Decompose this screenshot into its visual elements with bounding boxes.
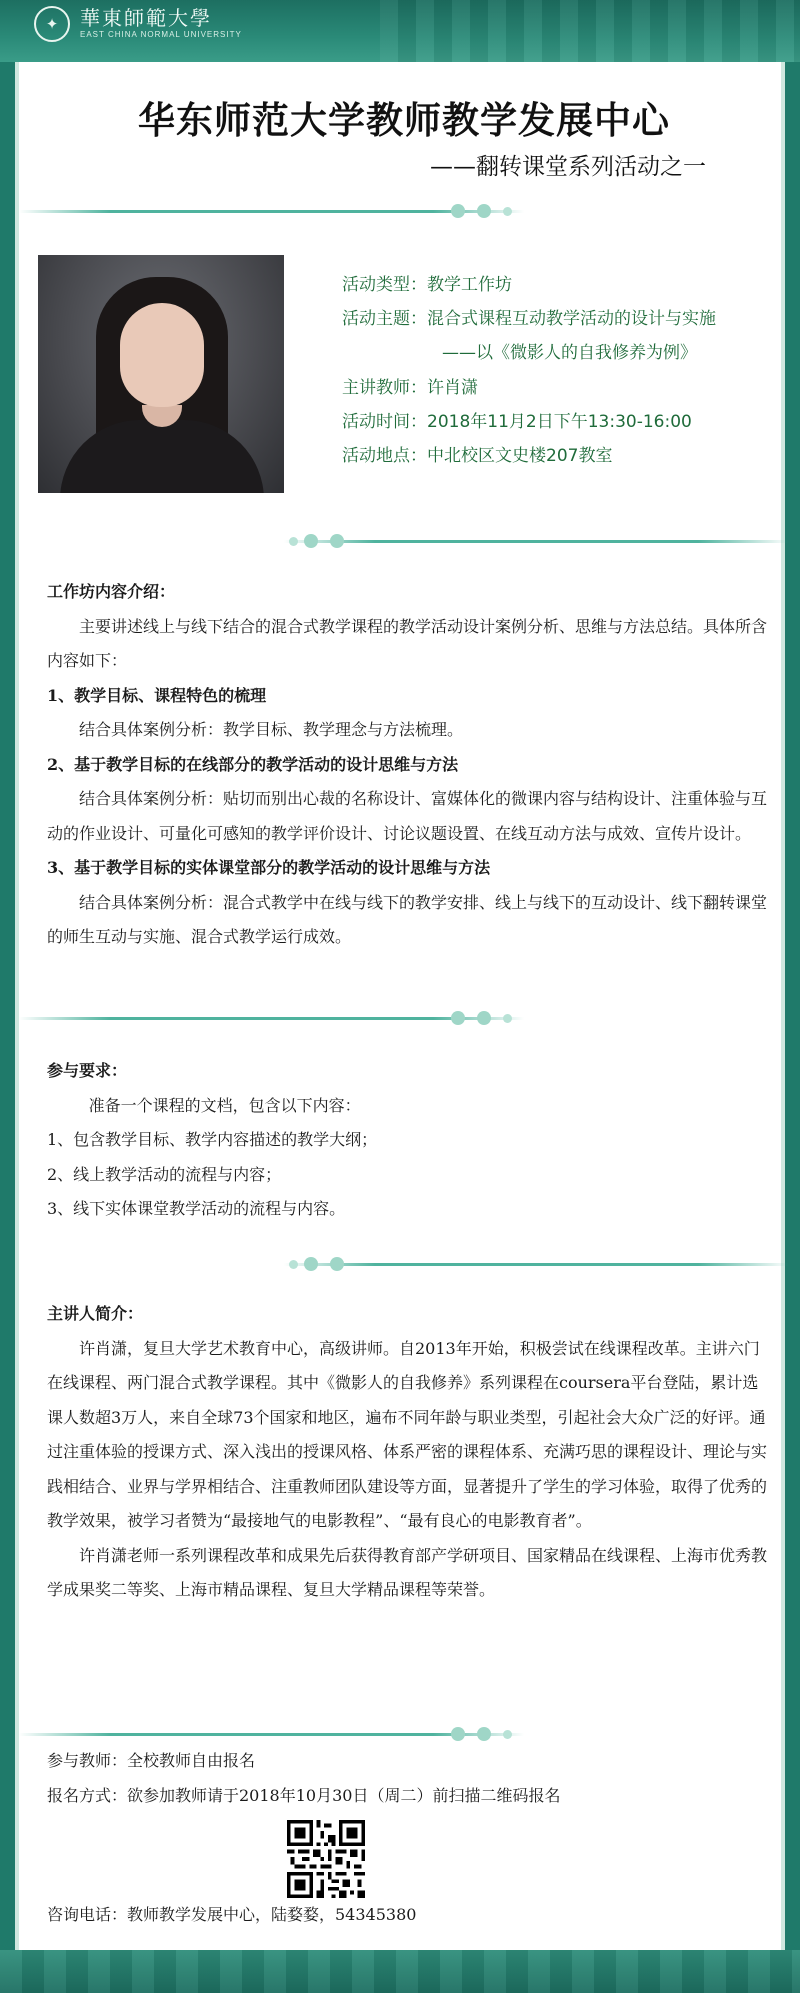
workshop-item-title: 3、基于教学目标的实体课堂部分的教学活动的设计思维与方法 xyxy=(47,858,491,877)
page-subtitle: ——翻转课堂系列活动之一 xyxy=(430,154,706,180)
divider xyxy=(19,1257,789,1271)
activity-theme-sub: ——以《微影人的自我修养为例》 xyxy=(442,343,697,363)
workshop-item-title: 1、教学目标、课程特色的梳理 xyxy=(47,685,267,705)
requirements-intro: 准备一个课程的文档，包含以下内容： xyxy=(88,1095,361,1115)
divider xyxy=(19,1011,789,1025)
activity-teacher: 主讲教师：许肖潇 xyxy=(342,378,478,398)
speaker-bio: 许肖潇，复旦大学艺术教育中心，高级讲师。自2013年开始，积极尝试在线课程改革。主讲六门在线课程、两门混合式教学课程。其中《微影人的自我修养》系列课程在coursera平台登陆，累计选课人数超3万人，来自全球73个国家和地区，遍布不同年龄与职业类型，引起社会大众广泛的好评。通过注重体验的授课方式、深入浅出的授课风格、体系严密的课程体系、充满巧思的课程设计、理论与实践相结合、业界与学界相结合、注重教师团队建设等方面，显著提升了学生的学习体验，取得了优秀的教学效果，被学习者赞为“最接地气的电影教程”、“最有良心的电影教育者”。 xyxy=(47,1338,768,1530)
activity-place: 活动地点：中北校区文史楼207教室 xyxy=(342,446,613,466)
header-stripes xyxy=(380,0,800,62)
workshop-item-desc: 结合具体案例分析：贴切而别出心裁的名称设计、富媒体化的微课内容与结构设计、注重体验与互动的作业设计、可量化可感知的教学评价设计、讨论议题设置、在线互动方法与成效、宣传片设计。 xyxy=(47,789,768,843)
divider xyxy=(19,534,789,548)
contact-section xyxy=(47,1898,767,1933)
logo-chinese-name: 華東師範大學 xyxy=(80,6,212,30)
speaker-honors: 许肖潇老师一系列课程改革和成果先后获得教育部产学研项目、国家精品在线课程、上海市优秀教学成果奖二等奖、上海市精品课程、复旦大学精品课程等荣誉。 xyxy=(47,1545,768,1599)
page-title: 华东师范大学教师教学发展中心 xyxy=(138,99,670,142)
signup-section xyxy=(47,1744,767,1813)
speaker-section xyxy=(47,1297,767,1608)
divider xyxy=(19,1727,789,1741)
requirements-heading: 参与要求： xyxy=(47,1061,128,1080)
qr-code[interactable] xyxy=(287,1820,365,1898)
requirement-item: 3、线下实体课堂教学活动的流程与内容。 xyxy=(47,1199,346,1218)
activity-theme: 活动主题：混合式课程互动教学活动的设计与实施 xyxy=(342,309,716,329)
activity-type: 活动类型：教学工作坊 xyxy=(342,275,512,295)
contact-text: 咨询电话：教师教学发展中心，陆婺婺，54345380 xyxy=(47,1905,417,1924)
workshop-heading: 工作坊内容介绍： xyxy=(47,582,176,601)
participants-text: 参与教师：全校教师自由报名 xyxy=(47,1751,256,1770)
signup-text: 报名方式：欲参加教师请于2018年10月30日（周二）前扫描二维码报名 xyxy=(47,1785,561,1805)
footer-banner xyxy=(0,1950,800,1993)
workshop-intro: 主要讲述线上与线下结合的混合式教学课程的教学活动设计案例分析、思维与方法总结。具体所含内容如下： xyxy=(47,616,768,670)
speaker-photo xyxy=(38,255,284,493)
logo-english-name: EAST CHINA NORMAL UNIVERSITY xyxy=(80,30,242,39)
seal-icon: ✦ xyxy=(34,6,70,42)
requirement-item: 2、线上教学活动的流程与内容； xyxy=(47,1164,282,1184)
workshop-item-desc: 结合具体案例分析：教学目标、教学理念与方法梳理。 xyxy=(79,720,464,739)
requirement-item: 1、包含教学目标、教学内容描述的教学大纲； xyxy=(47,1130,378,1149)
university-logo xyxy=(34,6,242,42)
workshop-item-title: 2、基于教学目标的在线部分的教学活动的设计思维与方法 xyxy=(47,754,459,774)
requirements-section xyxy=(47,1054,767,1227)
poster-body xyxy=(15,62,785,1950)
speaker-heading: 主讲人简介： xyxy=(47,1304,144,1323)
header-banner xyxy=(0,0,800,62)
workshop-section xyxy=(47,575,767,955)
activity-time: 活动时间：2018年11月2日下午13:30-16:00 xyxy=(342,412,692,432)
workshop-item-desc: 结合具体案例分析：混合式教学中在线与线下的教学安排、线上与线下的互动设计、线下翻转课堂的师生互动与实施、混合式教学运行成效。 xyxy=(47,892,768,946)
divider xyxy=(19,204,789,218)
footer-stripes xyxy=(0,1950,800,1993)
